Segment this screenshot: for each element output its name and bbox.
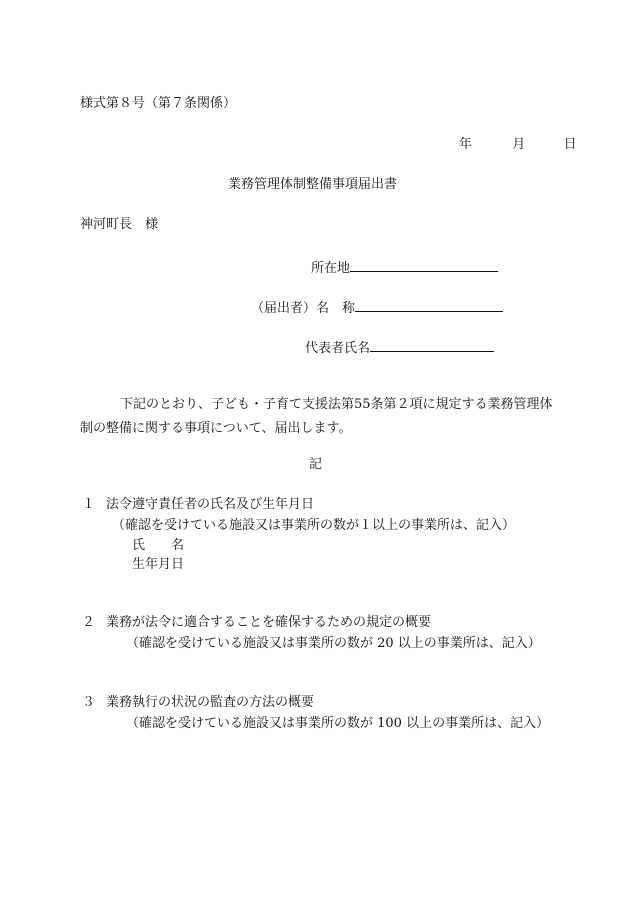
document-title: 業務管理体制整備事項届出書: [228, 177, 398, 192]
section-2-title: 業務が法令に適合することを確保するための規定の概要: [106, 615, 432, 630]
notifier-name-row: [251, 297, 503, 317]
date-year: 年: [459, 137, 473, 152]
representative-label: 代表者氏名: [305, 341, 371, 356]
body-paragraph: [80, 393, 560, 441]
date-month: 月: [512, 137, 526, 152]
date-day: 日: [563, 137, 577, 152]
section-1-note: （確認を受けている施設又は事業所の数が１以上の事業所は、記入）: [112, 518, 516, 533]
notifier-prefix: （届出者）: [251, 301, 317, 316]
section-3-number: ３: [82, 695, 96, 710]
name-label: 名 称: [316, 301, 356, 316]
section-1-field-name: 氏 名: [132, 538, 185, 553]
representative-blank: [370, 337, 494, 352]
date-line: [459, 137, 577, 153]
section-2-number: ２: [82, 615, 96, 630]
address-blank: [350, 257, 498, 272]
section-1-field-birthdate: 生年月日: [132, 557, 185, 572]
section-3-title: 業務執行の状況の監査の方法の概要: [106, 695, 315, 710]
section-3-note: （確認を受けている施設又は事業所の数が 100 以上の事業所は、記入）: [126, 716, 550, 731]
section-1-number: １: [82, 497, 96, 512]
representative-row: [305, 337, 494, 357]
address-row: [311, 257, 498, 277]
ki-heading: 記: [309, 457, 323, 472]
form-number: 様式第８号（第７条関係）: [80, 96, 237, 111]
address-label: 所在地: [311, 261, 351, 276]
name-blank: [355, 297, 503, 312]
recipient: 神河町長 様: [80, 217, 159, 232]
section-1-title: 法令遵守責任者の氏名及び生年月日: [106, 497, 315, 512]
section-2-note: （確認を受けている施設又は事業所の数が 20 以上の事業所は、記入）: [126, 636, 541, 651]
body-text: 下記のとおり、子ども・子育て支援法第55条第２項に規定する業務管理体制の整備に関する事項について、届出します。: [80, 397, 553, 436]
